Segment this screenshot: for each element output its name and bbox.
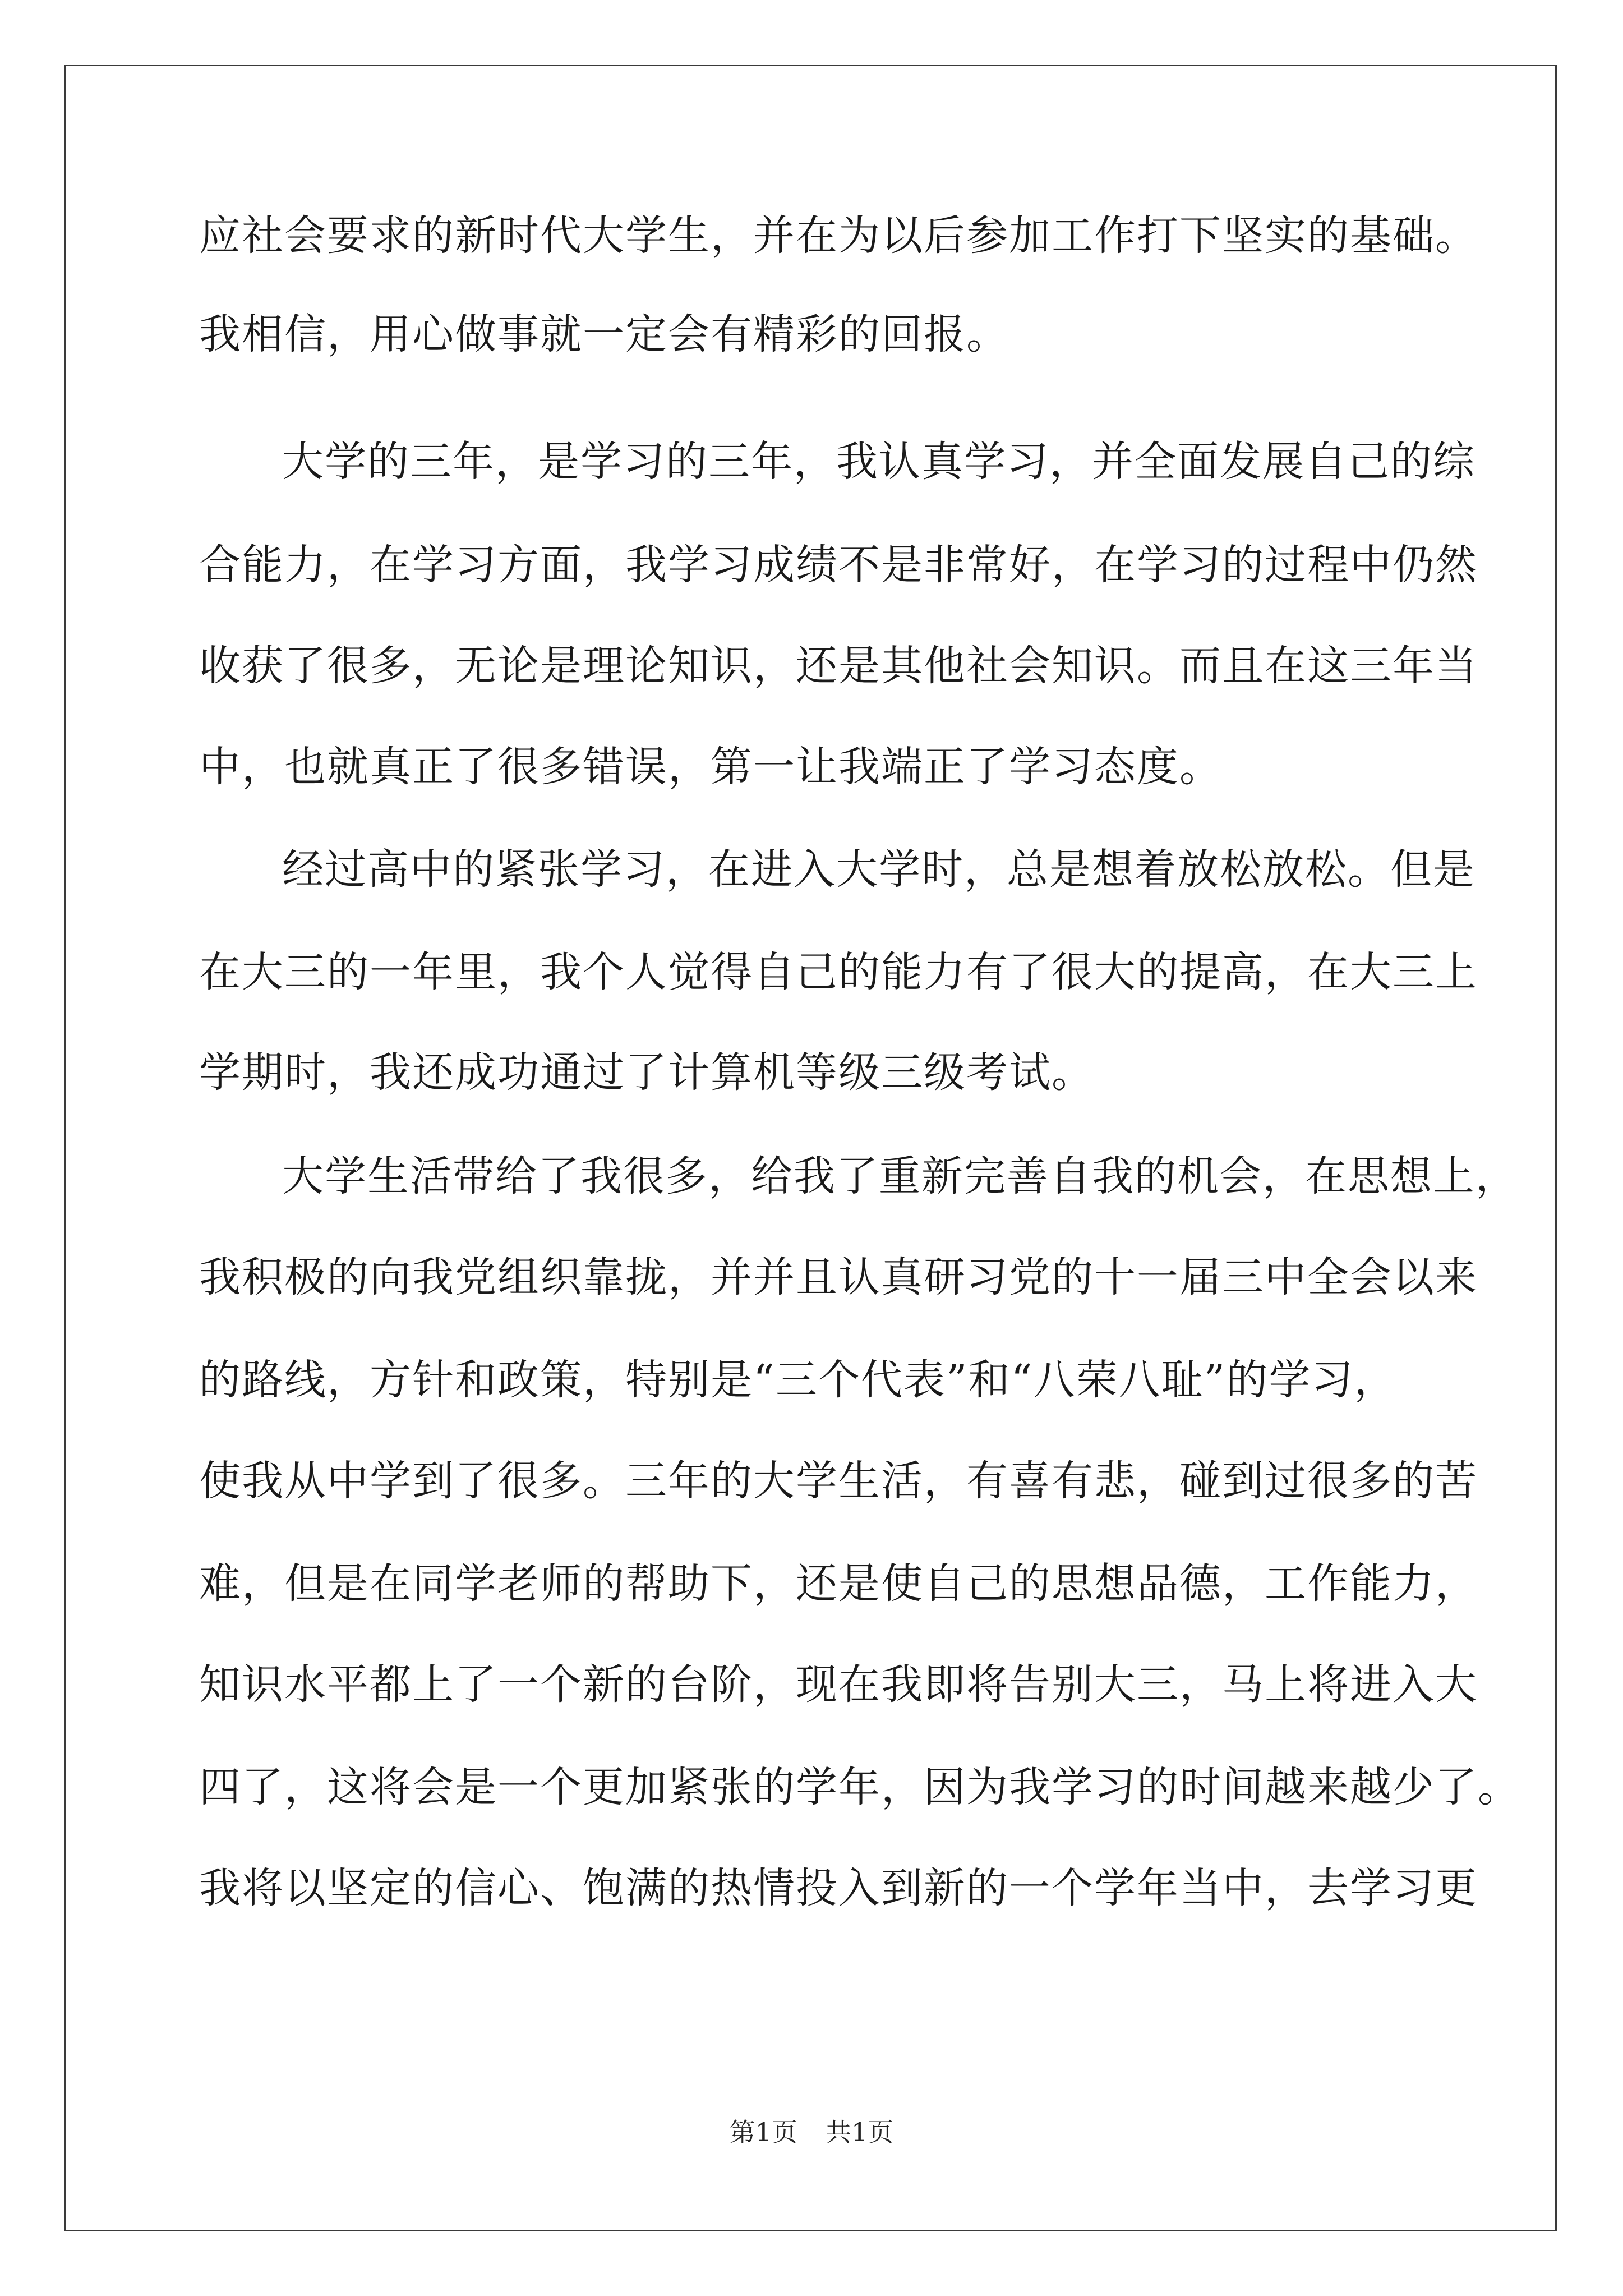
text-line: 四了，这将会是一个更加紧张的学年，因为我学习的时间越来越少了。	[199, 1763, 1520, 1811]
paragraph-first-line: 大学的三年，是学习的三年，我认真学习，并全面发展自己的综	[282, 438, 1476, 486]
text-line: 我相信，用心做事就一定会有精彩的回报。	[199, 310, 1009, 358]
text-line: 知识水平都上了一个新的台阶，现在我即将告别大三，马上将进入大	[199, 1660, 1478, 1709]
text-line: 应社会要求的新时代大学生，并在为以后参加工作打下坚实的基础。	[199, 211, 1478, 260]
text-line: 难，但是在同学老师的帮助下，还是使自己的思想品德，工作能力，	[199, 1559, 1478, 1608]
text-line: 中，也就真正了很多错误，第一让我端正了学习态度。	[199, 743, 1222, 791]
text-line: 收获了很多，无论是理论知识，还是其他社会知识。而且在这三年当	[199, 642, 1478, 690]
page-footer	[0, 2112, 1623, 2149]
text-line: 在大三的一年里，我个人觉得自己的能力有了很大的提高，在大三上	[199, 948, 1478, 996]
paragraph-first-line: 大学生活带给了我很多，给我了重新完善自我的机会，在思想上，	[282, 1152, 1518, 1200]
page-number: 第1页	[729, 2117, 797, 2147]
text-line: 学期时，我还成功通过了计算机等级三级考试。	[199, 1048, 1094, 1097]
page-total: 共1页	[826, 2117, 894, 2147]
text-line: 使我从中学到了很多。三年的大学生活，有喜有悲，碰到过很多的苦	[199, 1457, 1478, 1505]
text-line: 我将以坚定的信心、饱满的热情投入到新的一个学年当中，去学习更	[199, 1864, 1478, 1912]
text-line: 合能力，在学习方面，我学习成绩不是非常好，在学习的过程中仍然	[199, 541, 1478, 589]
text-line: 的路线，方针和政策，特别是“三个代表”和“八荣八耻”的学习，	[199, 1356, 1397, 1404]
text-line: 我积极的向我党组织靠拢，并并且认真研习党的十一届三中全会以来	[199, 1253, 1478, 1301]
paragraph-first-line: 经过高中的紧张学习，在进入大学时，总是想着放松放松。但是	[282, 845, 1476, 894]
